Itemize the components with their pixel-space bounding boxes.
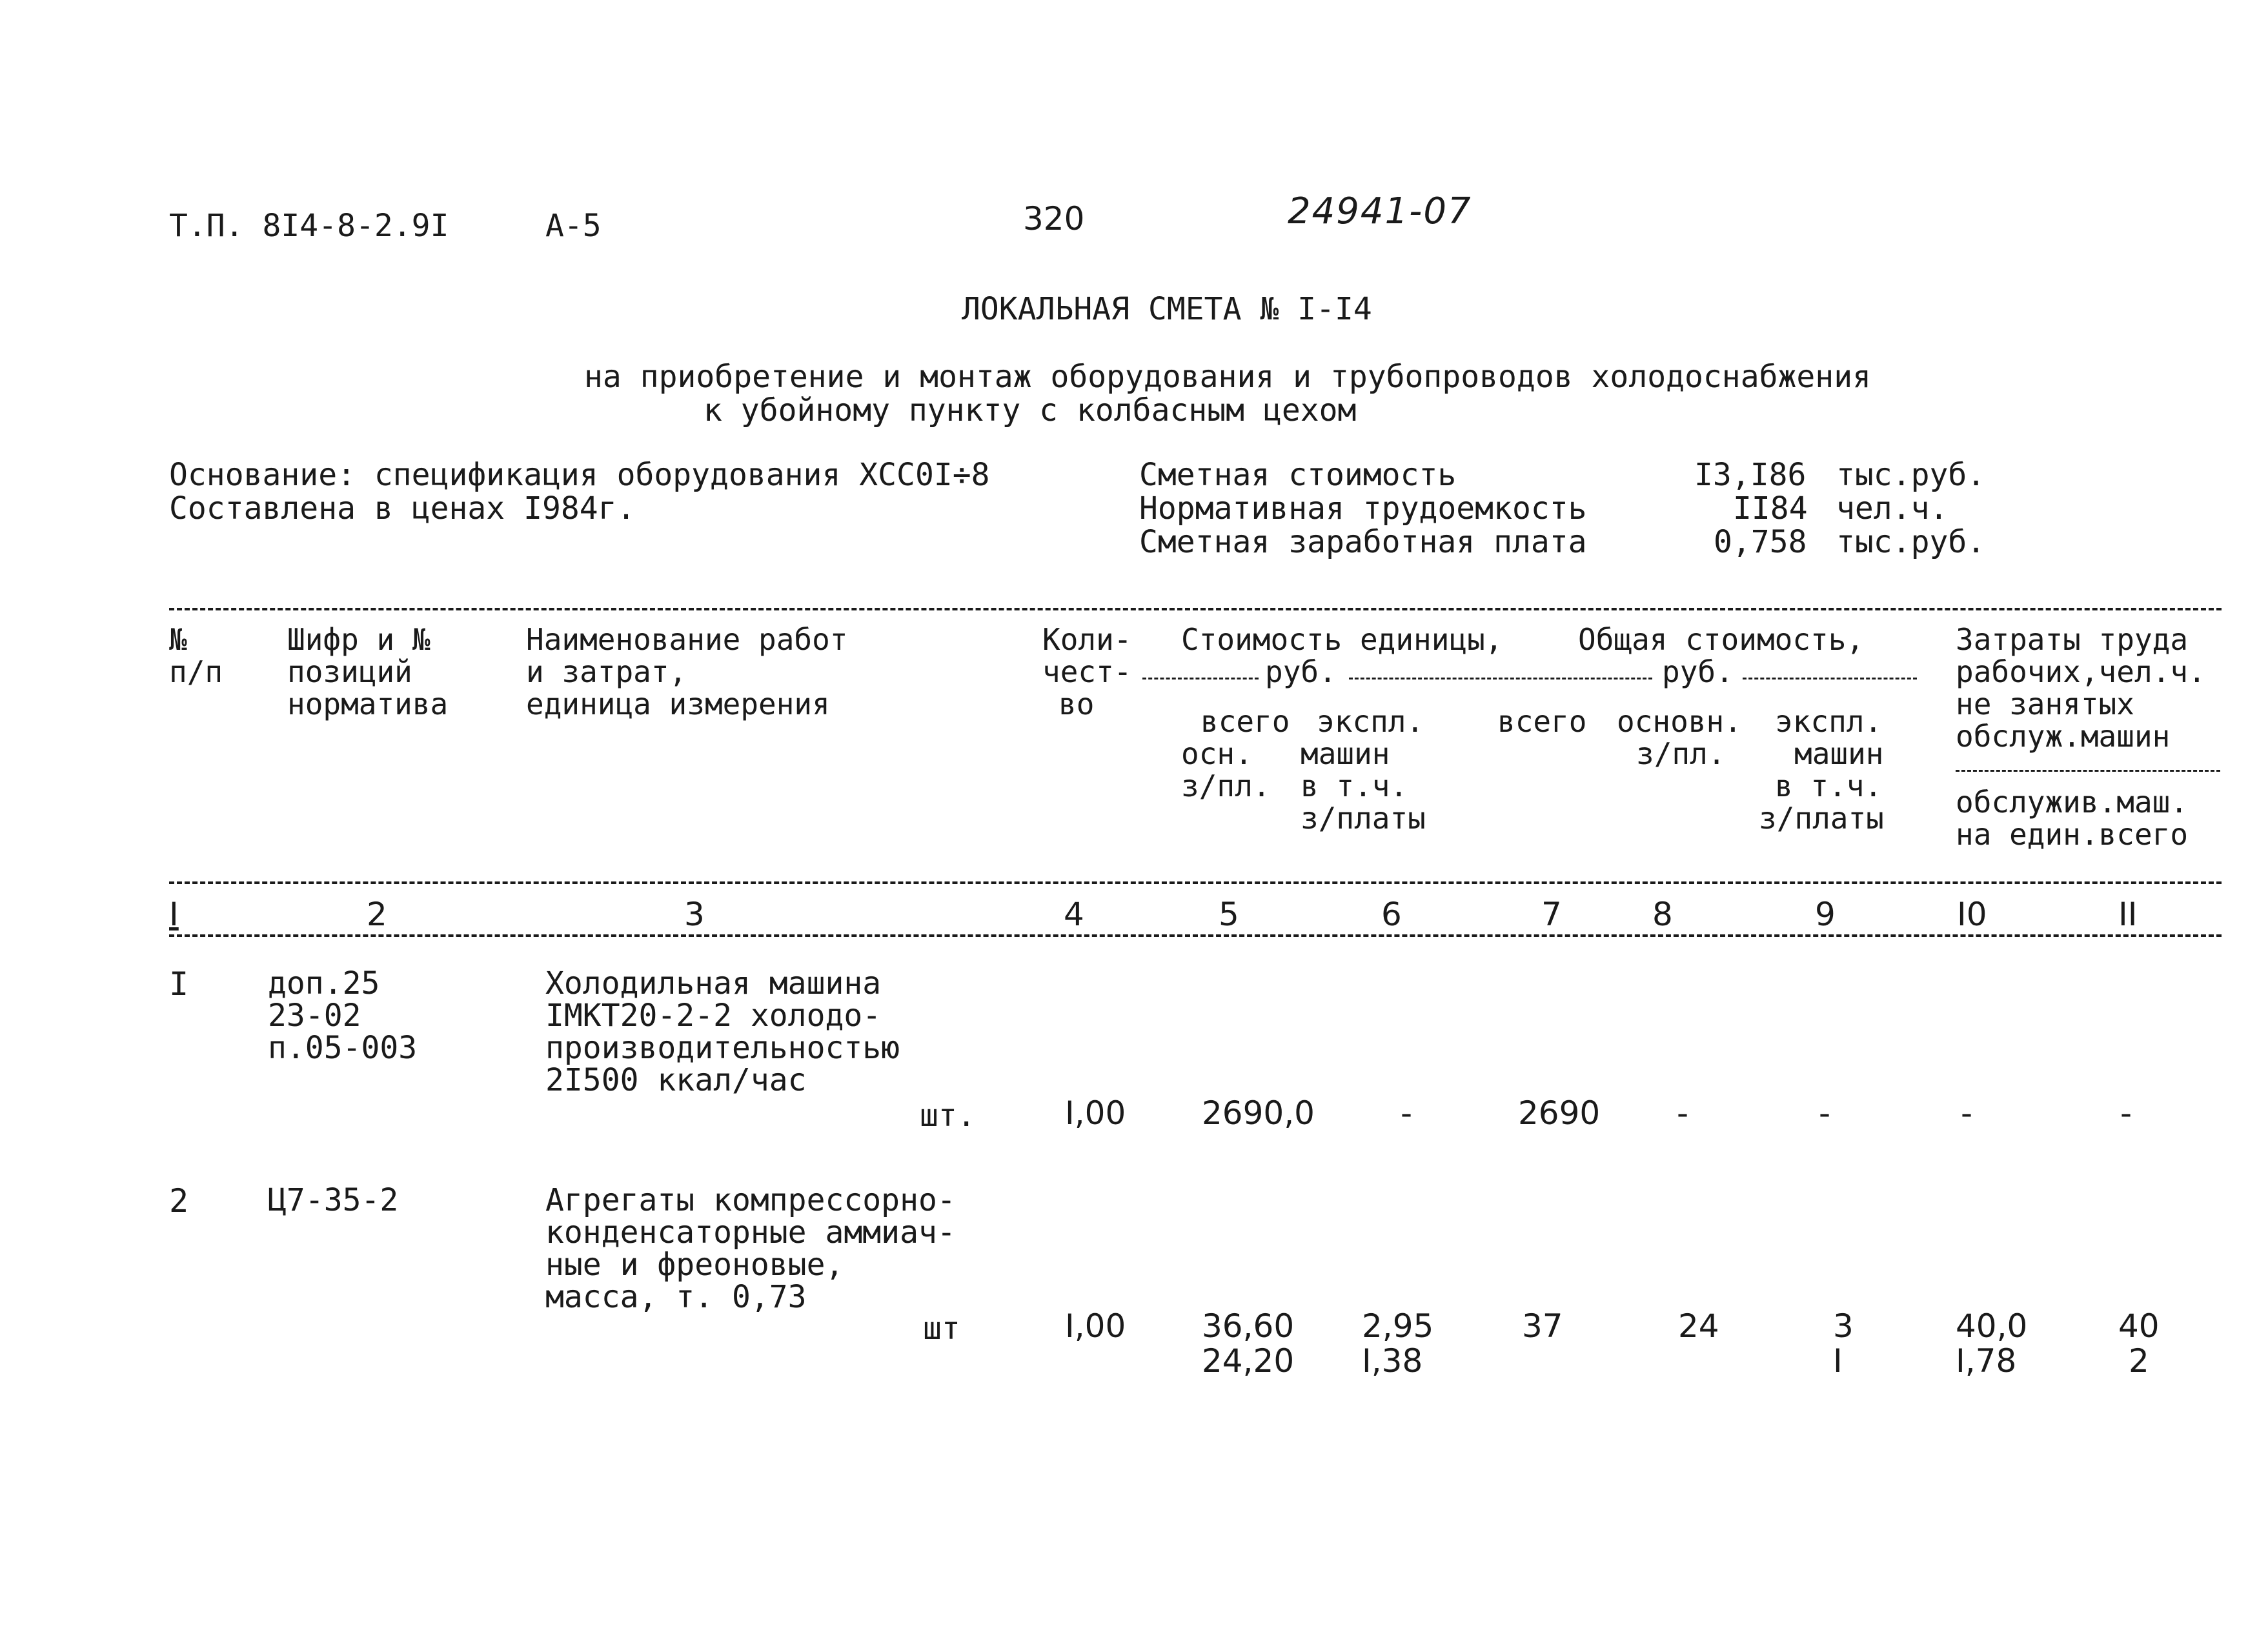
hdr-c6: машин — [1301, 736, 1390, 771]
labor-intensity-label: Нормативная трудоемкость — [1139, 490, 1587, 527]
row2-no: 2 — [169, 1182, 189, 1220]
colnum-1: I — [169, 896, 179, 933]
hdr-qty: чест- — [1042, 654, 1132, 689]
hdr-code: норматива — [287, 687, 449, 721]
hdr-total-cost-rub: руб. — [1662, 654, 1734, 689]
hdr-c9: машин — [1794, 736, 1884, 771]
colnum-11: II — [2118, 896, 2138, 933]
hdr-labor: обслуж.машин — [1956, 719, 2171, 754]
row1-c8: - — [1677, 1094, 1689, 1132]
row2-qty: I,00 — [1065, 1307, 1126, 1345]
labor-intensity-value: II84 — [1733, 490, 1808, 527]
row2-unit: шт — [923, 1311, 960, 1347]
row1-c5: 2690,0 — [1202, 1094, 1315, 1132]
row2-c7: 37 — [1522, 1307, 1563, 1345]
row2-c5: 36,60 — [1202, 1307, 1295, 1345]
hdr-labor2: на един.всего — [1956, 817, 2189, 852]
hdr-c6: з/платы — [1301, 801, 1426, 836]
hdr-code: Шифр и № — [287, 622, 430, 657]
estimate-cost-unit: тыс.руб. — [1836, 457, 1986, 493]
hdr-c5: всего — [1200, 704, 1290, 739]
colnum-5: 5 — [1219, 896, 1239, 933]
row2-c11: 2 — [2129, 1342, 2149, 1380]
colnum-2: 2 — [367, 896, 387, 933]
page-number: 320 — [1023, 200, 1085, 237]
row1-unit: шт. — [920, 1098, 976, 1134]
row1-c10: - — [1961, 1094, 1973, 1132]
hdr-c9: в т.ч. — [1775, 769, 1883, 803]
hdr-no: п/п — [169, 654, 223, 689]
colnum-3: 3 — [684, 896, 705, 933]
row2-c8: 24 — [1678, 1307, 1719, 1345]
row2-c6: 2,95 — [1362, 1307, 1434, 1345]
hdr-qty: во — [1058, 687, 1095, 721]
hdr-c5: осн. — [1181, 736, 1253, 771]
row2-c10: 40,0 — [1956, 1307, 2028, 1345]
hdr-c5: з/пл. — [1181, 769, 1271, 803]
group-rule — [1349, 678, 1652, 679]
colnum-4: 4 — [1064, 896, 1084, 933]
row2-c6: I,38 — [1362, 1342, 1423, 1380]
row1-code: п.05-003 — [268, 1030, 418, 1066]
row2-name: конденсаторные аммиач- — [545, 1214, 956, 1251]
row2-name: масса, т. 0,73 — [545, 1279, 807, 1315]
subtitle-line1: на приобретение и монтаж оборудования и трубопроводов холодоснабжения — [584, 359, 1871, 395]
row1-c11: - — [2120, 1094, 2132, 1132]
group-rule — [1743, 678, 1917, 679]
hdr-labor: Затраты труда — [1956, 622, 2189, 657]
hdr-c7: всего — [1497, 704, 1587, 739]
colnum-6: 6 — [1381, 896, 1402, 933]
row2-c9: 3 — [1833, 1307, 1854, 1345]
row2-c11: 40 — [2118, 1307, 2160, 1345]
row2-code: Ц7-35-2 — [268, 1182, 399, 1218]
row2-c5: 24,20 — [1202, 1342, 1295, 1380]
document-title: ЛОКАЛЬНАЯ СМЕТА № I-I4 — [962, 291, 1372, 327]
hdr-total-cost: Общая стоимость, — [1578, 622, 1865, 657]
hdr-c9: экспл. — [1775, 704, 1883, 739]
hdr-unit-cost-rub: руб. — [1265, 654, 1337, 689]
subtitle-line2: к убойному пункту с колбасным цехом — [704, 392, 1357, 428]
row1-name: 2I500 ккал/час — [545, 1062, 807, 1098]
hdr-c8: основн. — [1617, 704, 1742, 739]
hdr-c6: в т.ч. — [1301, 769, 1408, 803]
colnum-8: 8 — [1652, 896, 1673, 933]
hdr-name: и затрат, — [526, 654, 687, 689]
wages-label: Сметная заработная плата — [1139, 524, 1587, 560]
colnum-rule — [169, 934, 2222, 937]
row1-no: I — [169, 965, 189, 1003]
row1-name: Холодильная машина — [545, 965, 882, 1001]
row2-c9: I — [1833, 1342, 1843, 1380]
hdr-unit-cost: Стоимость единицы, — [1181, 622, 1503, 657]
row1-code: 23-02 — [268, 998, 361, 1034]
hdr-c6: экспл. — [1317, 704, 1424, 739]
handwritten-number: 24941-07 — [1288, 190, 1472, 232]
colnum-9: 9 — [1815, 896, 1836, 933]
header-bottom-rule — [169, 881, 2222, 884]
row2-name: ные и фреоновые, — [545, 1247, 844, 1283]
hdr-labor2: обслужив.маш. — [1956, 785, 2189, 820]
labor-intensity-unit: чел.ч. — [1836, 490, 1949, 527]
row1-c6: - — [1401, 1094, 1413, 1132]
hdr-labor: не занятых — [1956, 687, 2134, 721]
row1-name: производительностью — [545, 1030, 900, 1066]
labor-rule — [1956, 770, 2220, 772]
wages-unit: тыс.руб. — [1836, 524, 1986, 560]
table-top-rule — [169, 608, 2222, 610]
hdr-no: № — [169, 622, 187, 657]
estimate-cost-label: Сметная стоимость — [1139, 457, 1457, 493]
row1-qty: I,00 — [1065, 1094, 1126, 1132]
prices-text: Составлена в ценах I984г. — [169, 490, 636, 527]
hdr-code: позиций — [287, 654, 412, 689]
row1-c7: 2690 — [1518, 1094, 1601, 1132]
hdr-labor: рабочих,чел.ч. — [1956, 654, 2206, 689]
row2-c10: I,78 — [1956, 1342, 2017, 1380]
hdr-c8: з/пл. — [1636, 736, 1726, 771]
basis-text: Основание: спецификация оборудования ХСС0I÷8 — [169, 457, 990, 493]
hdr-qty: Коли- — [1042, 622, 1132, 657]
hdr-name: Наименование работ — [526, 622, 848, 657]
colnum-10: I0 — [1957, 896, 1987, 933]
album-number: А-5 — [545, 208, 602, 244]
colnum-7: 7 — [1541, 896, 1562, 933]
row1-name: IМКТ20-2-2 холодо- — [545, 998, 882, 1034]
row1-c9: - — [1819, 1094, 1831, 1132]
hdr-name: единица измерения — [526, 687, 830, 721]
group-rule — [1142, 678, 1259, 679]
row2-name: Агрегаты компрессорно- — [545, 1182, 956, 1218]
row1-code: доп.25 — [268, 965, 380, 1001]
estimate-cost-value: I3,I86 — [1694, 457, 1807, 493]
wages-value: 0,758 — [1714, 524, 1807, 560]
tp-number: Т.П. 8I4-8-2.9I — [169, 208, 449, 244]
hdr-c9: з/платы — [1759, 801, 1884, 836]
